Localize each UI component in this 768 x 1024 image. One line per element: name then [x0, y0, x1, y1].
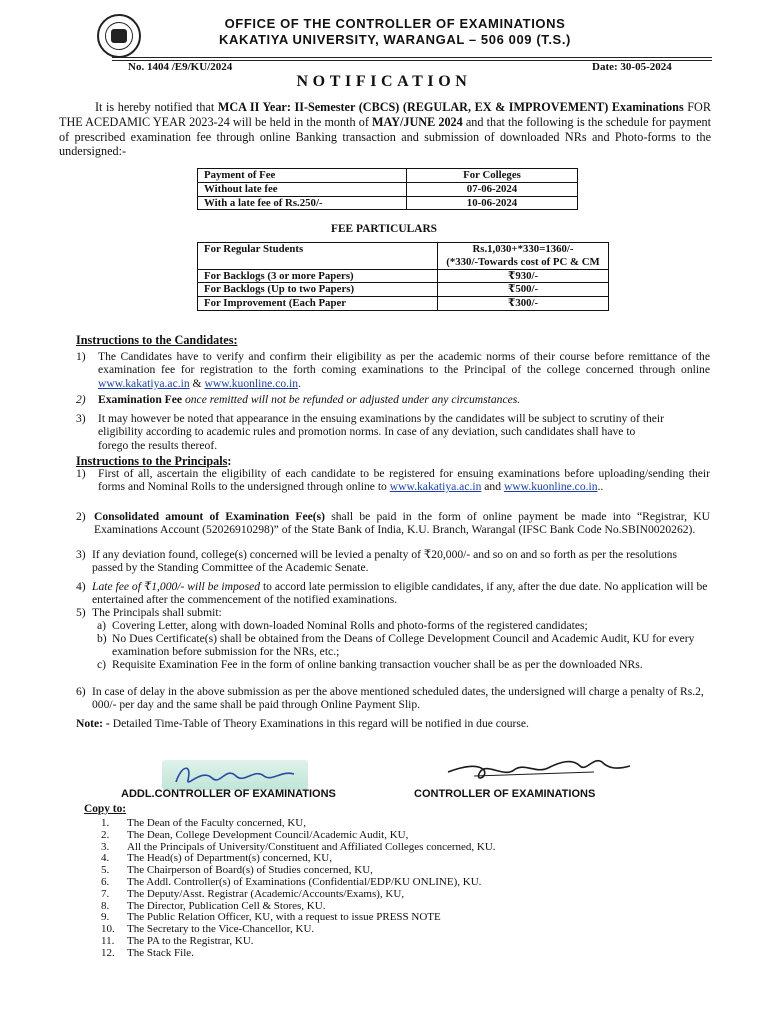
university-address: KAKATIYA UNIVERSITY, WARANGAL – 506 009 (T.S.): [219, 32, 571, 47]
principal-item-3: If any deviation found, college(s) concerned will be levied a penalty of ₹20,000/- and so on and so forth as per the resolutions passed by the Standing Committee of the Academic Senate.: [92, 548, 677, 575]
schedule-header-colleges: For Colleges: [407, 169, 578, 183]
intro-text-3: and that the following is the schedule for payment of prescribed examination fee through online Banking transaction and submission of downloaded NRs and Photo-forms to the undersigned:-: [59, 114, 711, 159]
candidate-item-bold: Examination Fee: [98, 393, 183, 406]
schedule-cell: With a late fee of Rs.250/-: [198, 196, 407, 210]
principal-item-text: First of all, ascertain the eligibility of each candidate to be registered for ensuing examinations before uploading/sending their forms and Nominal Rolls to the undersigned through online to: [98, 467, 710, 494]
copy-to-list: [101, 818, 496, 960]
header-rule: [112, 57, 712, 58]
list-item-text: The Head(s) of Department(s) concerned, KU,: [127, 852, 332, 865]
candidate-item-number: 2): [76, 393, 86, 406]
fee-label: For Improvement (Each Paper: [198, 297, 438, 311]
principals-heading-text: Instructions to the Principals: [76, 454, 228, 468]
list-item-text: All the Principals of University/Constituent and Affiliated Colleges concerned, KU.: [127, 840, 496, 853]
list-item-text: The Director, Publication Cell & Stores, KU.: [127, 899, 326, 912]
list-item-text: The Deputy/Asst. Registrar (Academic/Accounts/Exams), KU,: [127, 887, 405, 900]
table-row: [198, 283, 609, 297]
principal-item-6: In case of delay in the above submission as per the above mentioned scheduled dates, the undersigned will charge a penalty of Rs.2, 000/- per day and the same shall be paid through Online Payment Slip.: [92, 685, 704, 712]
kakatiya-link[interactable]: www.kakatiya.ac.in: [98, 376, 190, 390]
table-row: [198, 196, 578, 210]
principal-item-4: [92, 580, 710, 607]
list-item-text: The PA to the Registrar, KU.: [127, 934, 254, 947]
schedule-cell: 07-06-2024: [407, 182, 578, 196]
table-row: [198, 243, 609, 270]
sub-item-letter: b): [97, 632, 107, 645]
fee-label: For Regular Students: [198, 243, 438, 270]
punctuation: .: [298, 376, 301, 390]
fee-schedule-table: [197, 168, 578, 210]
intro-text-2: FOR THE ACEDAMIC YEAR 2023-24 will be held in the month of: [59, 100, 711, 129]
table-row: [198, 182, 578, 196]
fee-value: ₹500/-: [438, 283, 609, 297]
copy-to-heading: Copy to:: [84, 803, 127, 815]
list-item: 6. The Addl. Controller(s) of Examinations (Confidential/EDP/KU ONLINE), KU.: [101, 875, 482, 888]
list-item: 1. The Dean of the Faculty concerned, KU,: [101, 817, 306, 829]
principal-item-number: 3): [76, 548, 86, 561]
list-item-text: The Dean of the Faculty concerned, KU,: [127, 817, 306, 829]
principal-item-number: 5): [76, 606, 86, 619]
candidate-item-text: once remitted will not be refunded or adjusted under any circumstances.: [182, 393, 521, 406]
principal-item-1: [98, 467, 710, 494]
principal-item-number: 1): [76, 467, 86, 480]
office-title: OFFICE OF THE CONTROLLER OF EXAMINATIONS: [224, 16, 566, 31]
intro-text-1: It is hereby notified that: [95, 100, 218, 114]
punctuation: ..: [597, 480, 604, 494]
list-item-text: The Chairperson of Board(s) of Studies concerned, KU,: [127, 864, 373, 877]
link-separator: and: [481, 480, 504, 494]
table-row: [198, 297, 609, 311]
fee-particulars-heading: FEE PARTICULARS: [330, 223, 438, 235]
fee-value: ₹300/-: [438, 297, 609, 311]
principal-item-5: The Principals shall submit:: [92, 606, 222, 619]
list-item-text: The Public Relation Officer, KU, with a request to issue PRESS NOTE: [127, 911, 441, 924]
principal-item-number: 4): [76, 580, 86, 593]
schedule-cell: Without late fee: [198, 182, 407, 196]
fee-label: For Backlogs (3 or more Papers): [198, 269, 438, 283]
list-item-text: The Stack File.: [127, 946, 194, 959]
note-line: [76, 717, 710, 730]
candidate-item-1: [98, 350, 710, 390]
principal-item-italic: Late fee of ₹1,000/- will be imposed: [92, 580, 261, 593]
fee-value: [438, 243, 609, 270]
principal-sub-item-a: Covering Letter, along with down-loaded Nominal Rolls and photo-forms of the registered candidates;: [112, 619, 588, 632]
list-item: 2. The Dean, College Development Council/Academic Audit, KU,: [101, 828, 409, 841]
list-item: 8. The Director, Publication Cell & Stores, KU.: [101, 899, 326, 912]
candidate-item-text: The Candidates have to verify and confirm their eligibility as per the academic norms of their course before remittance of the examination fee for registration to the forth coming examinations to the Principal of the college concerned through online: [98, 350, 710, 377]
schedule-cell: 10-06-2024: [407, 196, 578, 210]
note-text: Detailed Time-Table of Theory Examinations in this regard will be notified in due course.: [109, 717, 529, 730]
reference-number: No. 1404 /E9/KU/2024: [128, 61, 233, 73]
list-item: 3. All the Principals of University/Constituent and Affiliated Colleges concerned, KU.: [101, 840, 496, 853]
principal-sub-item-c: Requisite Examination Fee in the form of online banking transaction voucher shall be as per the downloaded NRs.: [112, 658, 643, 671]
kuonline-link[interactable]: www.kuonline.co.in: [204, 376, 299, 390]
principal-item-2: [94, 510, 710, 537]
controller-label: CONTROLLER OF EXAMINATIONS: [414, 788, 596, 800]
fee-value: ₹930/-: [438, 269, 609, 283]
candidate-item-2: [98, 393, 710, 406]
intro-exam-month: MAY/JUNE 2024: [372, 114, 463, 129]
principal-item-text: shall be paid in the form of online payment be made into “Registrar, KU Examinations Account (52026910298)” of the State Bank of India, K.U. Branch, Warangal (IFSC Bank Code No.SBIN0020262).: [94, 510, 710, 537]
kuonline-link[interactable]: www.kuonline.co.in: [503, 480, 598, 494]
list-item-text: The Secretary to the Vice-Chancellor, KU.: [127, 923, 315, 936]
table-row: [198, 169, 578, 183]
list-item-text: The Dean, College Development Council/Academic Audit, KU,: [127, 828, 409, 841]
link-separator: &: [189, 376, 205, 390]
candidate-item-number: 1): [76, 350, 86, 363]
list-item: 11. The PA to the Registrar, KU.: [101, 934, 254, 947]
principal-item-text: to accord late permission to eligible candidates, if any, after the due date. No application will be entertained after the commencement of the notified examinations.: [92, 580, 708, 607]
list-item: 7. The Deputy/Asst. Registrar (Academic/Accounts/Exams), KU,: [101, 887, 405, 900]
candidates-heading: Instructions to the Candidates:: [76, 333, 238, 347]
candidate-item-3: It may however be noted that appearance in the ensuing examinations by the candidates will be subject to scrutiny of their eligibility according to academic rules and promotion norms. In case of any deviation, such candidates shall have to forego the results thereof.: [98, 412, 664, 452]
sub-item-letter: c): [97, 658, 107, 671]
list-item: 12. The Stack File.: [101, 946, 194, 959]
note-label: Note: -: [76, 717, 110, 730]
fee-particulars-table: [197, 242, 609, 311]
fee-value-line: Rs.1,030+*330=1360/-: [472, 243, 574, 255]
page-title: NOTIFICATION: [296, 73, 472, 90]
fee-value-note: (*330/-Towards cost of PC & CM: [446, 255, 600, 268]
intro-paragraph: [59, 100, 711, 159]
principal-item-bold: Consolidated amount of Examination Fee(s): [94, 510, 325, 523]
intro-exam-name: MCA II Year: II-Semester (CBCS) (REGULAR, EX & IMPROVEMENT) Examinations: [217, 100, 684, 114]
principal-item-number: 6): [76, 685, 86, 698]
table-row: [198, 269, 609, 283]
punctuation: :: [227, 454, 232, 468]
signature-addl-controller-icon: [162, 758, 308, 792]
list-item: 10. The Secretary to the Vice-Chancellor, KU.: [101, 923, 315, 936]
sub-item-letter: a): [97, 619, 107, 632]
schedule-header-payment: Payment of Fee: [198, 169, 407, 183]
list-item-text: The Addl. Controller(s) of Examinations (Confidential/EDP/KU ONLINE), KU.: [127, 875, 482, 888]
principal-item-number: 2): [76, 510, 86, 523]
signature-controller-icon: [444, 752, 634, 792]
notification-date: Date: 30-05-2024: [592, 61, 672, 73]
list-item: 5. The Chairperson of Board(s) of Studies concerned, KU,: [101, 864, 373, 877]
kakatiya-link[interactable]: www.kakatiya.ac.in: [389, 480, 482, 494]
list-item: 4. The Head(s) of Department(s) concerned, KU,: [101, 852, 332, 865]
list-item: 9. The Public Relation Officer, KU, with a request to issue PRESS NOTE: [101, 911, 441, 924]
candidate-item-number: 3): [76, 412, 86, 425]
addl-controller-label: ADDL.CONTROLLER OF EXAMINATIONS: [121, 788, 336, 800]
fee-label: For Backlogs (Up to two Papers): [198, 283, 438, 297]
principal-sub-item-b: No Dues Certificate(s) shall be obtained from the Deans of College Development Council and Academic Audit, KU for every examination before submission for the NRs, etc.;: [112, 632, 695, 659]
